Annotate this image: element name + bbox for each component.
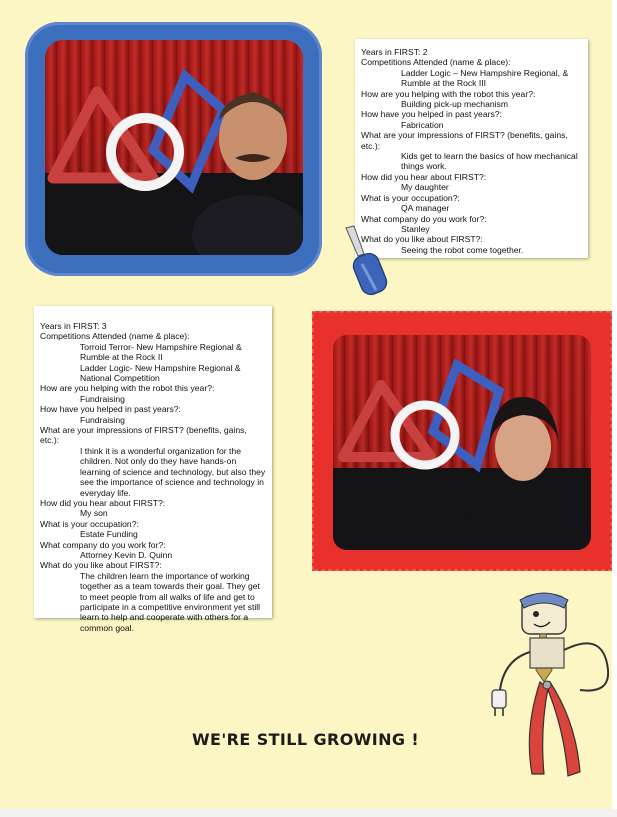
profile-answer: Seeing the robot come together. [401,244,524,255]
profile-answer: Building pick-up mechanism [401,99,508,110]
profile-question: What is your occupation?: [361,192,460,203]
profile-answer: Ladder Logic- New Hampshire Regional & National Competition [80,362,241,384]
profile-question: Years in FIRST: 3 [40,321,107,331]
profile-question: Competitions Attended (name & place): [361,57,511,68]
profile-card-bottom [34,306,272,633]
person-photo-icon [45,40,303,255]
profile-answer: My son [80,508,108,519]
profile-answer: I think it is a wonderful organization for the children. Not only do they have hands-on learning of science and technology, but also they see the importance of science and technology in everyday life. [80,445,266,498]
profile-question: How are you helping with the robot this year?: [361,88,536,99]
profile-question: What are your impressions of FIRST? (benefits, gains, etc.): [40,425,247,446]
profile-question: What company do you work for?: [40,539,166,550]
profile-answer: Fabrication [401,119,444,130]
profile-question: What company do you work for?: [361,213,487,224]
profile-answer: Kids get to learn the basics of how mechanical things work. [401,151,578,172]
profile-question: Years in FIRST: 2 [361,47,428,57]
profile-question: Competitions Attended (name & place): [40,331,190,342]
profile-question: How have you helped in past years?: [40,404,181,415]
profile-answer: Attorney Kevin D. Quinn [80,549,173,560]
screwdriver-icon [340,224,396,298]
profile-question: How did you hear about FIRST?: [40,497,166,508]
profile-answer: Estate Funding [80,529,138,540]
profile-answer: Ladder Logic – New Hampshire Regional, & Rumble at the Rock III [401,67,569,89]
profile-answer: Stanley [401,223,430,234]
profile-answer: Fundraising [80,393,125,404]
profile-question: What is your occupation?: [40,518,139,529]
photo-bottom [333,335,591,550]
profile-question: What are your impressions of FIRST? (benefits, gains, etc.): [361,130,568,151]
photo-top [45,40,303,255]
profile-question: How did you hear about FIRST?: [361,171,487,182]
profile-answer: Torroid Terror- New Hampshire Regional & Rumble at the Rock II [80,341,242,363]
page-tagline: WE'RE STILL GROWING ! [192,730,420,749]
profile-question: How have you helped in past years?: [361,109,502,120]
profile-answer: Fundraising [80,414,125,425]
robot-mascot-icon [484,590,612,790]
person-photo-icon [333,335,591,550]
profile-answer: The children learn the importance of working together as a team towards their goal. They get to meet people from all walks of life and get to participate in a competitive environment yet still learn to help and cooperate with others for a common goal. [80,570,261,633]
profile-question: What do you like about FIRST?: [361,234,483,245]
profile-answer: QA manager [401,203,450,214]
profile-question: How are you helping with the robot this year?: [40,383,215,394]
profile-question: What do you like about FIRST?: [40,560,162,571]
profile-answer: My daughter [401,182,449,193]
